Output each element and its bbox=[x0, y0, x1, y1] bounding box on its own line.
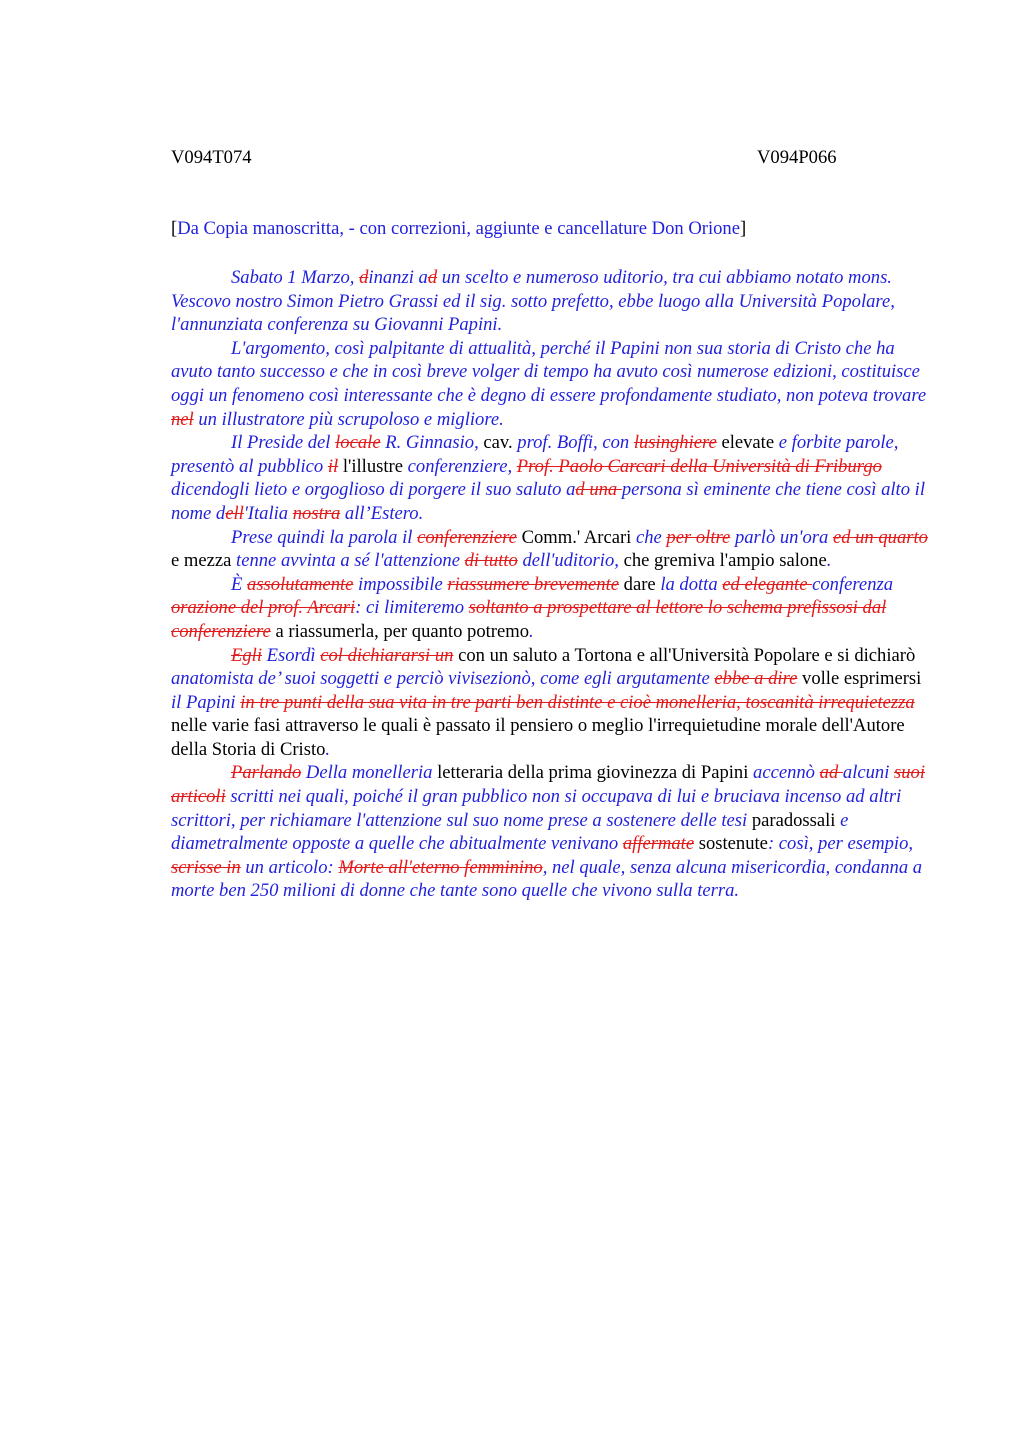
added-text: prof. Boffi, con bbox=[517, 432, 634, 454]
original-text: elevate bbox=[716, 432, 779, 454]
added-text: il Papini bbox=[171, 691, 241, 713]
added-text: : ci limiteremo bbox=[355, 597, 469, 619]
added-text: un scelto e numeroso uditorio, tra cui abbiamo notato mons. Vescovo nostro Simon Pietro Grassi ed il sig. sotto prefetto, ebbe luogo alla Università Popolare, l'annunziata conferenza su Giovanni Papini. bbox=[171, 267, 895, 336]
added-text: dell'uditorio, bbox=[517, 550, 624, 572]
added-text: Il Preside del bbox=[231, 432, 336, 454]
paragraph bbox=[171, 644, 931, 762]
deleted-text: orazione del prof. Arcari bbox=[171, 597, 356, 619]
original-text: a riassumerla, per quanto potremo bbox=[270, 620, 529, 642]
added-text: . bbox=[826, 550, 832, 572]
added-text: 'Italia bbox=[243, 502, 293, 524]
deleted-text: d una bbox=[575, 479, 622, 501]
paragraph bbox=[171, 337, 931, 431]
added-text: impossibile bbox=[353, 573, 448, 595]
original-text: sostenute bbox=[694, 833, 768, 855]
original-text: cav. bbox=[483, 432, 518, 454]
deleted-text: Parlando bbox=[231, 762, 302, 784]
added-text: parlò un'ora bbox=[730, 526, 833, 548]
deleted-text: assolutamente bbox=[247, 573, 354, 595]
deleted-text: ebbe a dire bbox=[714, 668, 798, 690]
deleted-text: per oltre bbox=[666, 526, 731, 548]
deleted-text: Egli bbox=[231, 644, 262, 666]
added-text: che bbox=[635, 526, 667, 548]
original-text: volle esprimersi bbox=[797, 668, 922, 690]
added-text: e diametralmente opposte a quelle che abitualmente venivano bbox=[171, 809, 849, 855]
added-text: scritti nei quali, poiché il gran pubblico non si occupava di lui e bruciava incenso ad altri scrittori, per richiamare l'attenzione sul suo nome prese a sostenere delle tesi bbox=[171, 786, 902, 831]
original-text: dare bbox=[619, 573, 661, 595]
added-text: , nel quale, senza alcuna misericordia, condanna a morte ben 250 milioni di donne che tante sono quelle che vivono sulla terra. bbox=[171, 856, 923, 902]
deleted-text: affermate bbox=[622, 833, 695, 855]
deleted-text: soltanto a prospettare al lettore lo schema prefissosi dal conferenziere bbox=[171, 597, 887, 642]
deleted-text: conferenziere bbox=[417, 526, 517, 548]
added-text: L'argomento, così palpitante di attualità, perché il Papini non sua storia di Cristo che ha avuto tanto successo e che in così breve volger di tempo ha avuto così numerose edizioni, costituisce oggi un fenomeno così interessante che è degno di essere profondamente studiato, non poteva trovare bbox=[171, 337, 927, 406]
original-text: paradossali bbox=[751, 809, 841, 831]
original-text: Comm.' Arcari bbox=[516, 526, 636, 548]
deleted-text: Morte all'eterno femminino bbox=[338, 856, 543, 878]
deleted-text: suoi articoli bbox=[171, 762, 926, 808]
original-text: e mezza bbox=[171, 550, 237, 572]
deleted-text: il bbox=[327, 455, 339, 477]
added-text: dicendogli lieto e orgoglioso di porgere il suo saluto a bbox=[171, 479, 576, 501]
deleted-text: d bbox=[359, 267, 369, 288]
source-note-text: Da Copia manoscritta, - con correzioni, aggiunte e cancellature Don Orione bbox=[177, 218, 740, 239]
deleted-text: ad bbox=[819, 762, 843, 784]
added-text: È bbox=[231, 573, 248, 595]
added-text: Sabato 1 Marzo, bbox=[231, 267, 360, 288]
added-text: persona sì eminente che tiene così alto il nome d bbox=[171, 479, 925, 524]
original-text: letteraria della prima giovinezza di Papini bbox=[437, 762, 754, 784]
deleted-text: in tre punti della sua vita in tre parti ben distinte e cioè monelleria, toscanità irrequietezza bbox=[240, 691, 915, 713]
added-text: anatomista de’ suoi soggetti e perciò vivisezionò, come egli argutamente bbox=[171, 668, 715, 690]
added-text: tenne avvinta a sé l'attenzione bbox=[236, 550, 465, 572]
deleted-text: di tutto bbox=[464, 550, 518, 572]
source-close-bracket: ] bbox=[739, 218, 747, 239]
original-text: con un saluto a Tortona e all'Università Popolare e si dichiarò bbox=[453, 644, 916, 666]
original-text: l'illustre bbox=[338, 455, 408, 477]
added-text: . bbox=[325, 738, 331, 760]
paragraph bbox=[171, 431, 931, 525]
added-text: inanzi a bbox=[368, 267, 428, 288]
paragraph bbox=[171, 266, 931, 337]
deleted-text: nostra bbox=[292, 502, 341, 524]
added-text: Prese quindi la parola il bbox=[231, 526, 418, 548]
added-text: . bbox=[529, 620, 534, 642]
source-note bbox=[171, 218, 746, 240]
added-text: conferenziere, bbox=[407, 455, 517, 477]
added-text: accennò bbox=[753, 762, 820, 784]
added-text: un illustratore più scrupoloso e migliore. bbox=[193, 408, 504, 430]
deleted-text: ed un quarto bbox=[832, 526, 928, 548]
document-code-right: V094P066 bbox=[757, 147, 837, 168]
added-text: : così, per esempio, bbox=[767, 833, 914, 855]
deleted-text: lusinghiere bbox=[633, 432, 717, 454]
document-code-left: V094T074 bbox=[171, 147, 252, 168]
source-open-bracket: [ bbox=[171, 218, 178, 239]
added-text: R. Ginnasio, bbox=[380, 432, 484, 454]
added-text: alcuni bbox=[842, 762, 895, 784]
paragraph bbox=[171, 573, 931, 644]
paragraph bbox=[171, 761, 931, 903]
added-text: un articolo: bbox=[240, 856, 339, 878]
original-text: che gremiva l'ampio salone bbox=[623, 550, 827, 572]
deleted-text: locale bbox=[335, 432, 381, 454]
deleted-text: d bbox=[427, 267, 438, 288]
added-text: e forbite parole, presentò al pubblico bbox=[171, 432, 899, 477]
deleted-text: col dichiararsi un bbox=[320, 644, 454, 666]
deleted-text: nel bbox=[171, 408, 194, 430]
original-text: nelle varie fasi attraverso le quali è passato il pensiero o meglio l'irrequietudine morale dell'Autore della Storia di Cristo bbox=[171, 715, 905, 760]
added-text: conferenza bbox=[812, 573, 894, 595]
added-text: la dotta bbox=[660, 573, 723, 595]
deleted-text: ed elegante bbox=[722, 573, 813, 595]
added-text: Della monelleria bbox=[301, 762, 438, 784]
deleted-text: ell bbox=[225, 502, 244, 524]
paragraph bbox=[171, 526, 931, 573]
added-text: all’Estero. bbox=[340, 502, 424, 524]
deleted-text: Prof. Paolo Carcari della Università di Friburgo bbox=[516, 455, 882, 477]
added-text: Esordì bbox=[262, 644, 321, 666]
deleted-text: riassumere brevemente bbox=[447, 573, 620, 595]
deleted-text: scrisse in bbox=[171, 856, 241, 878]
body-text bbox=[171, 266, 931, 903]
